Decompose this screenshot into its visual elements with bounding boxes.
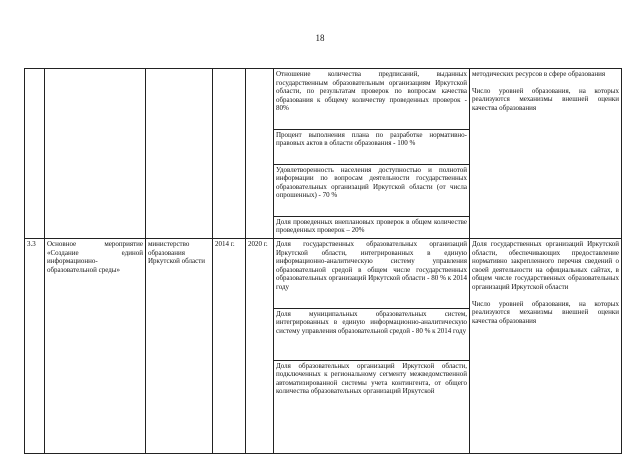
indicator-item: Доля проведенных внеплановых проверок в общем количестве проведенных проверок – 20%	[276, 217, 467, 235]
indicator-item: Доля муниципальных образовательных систем, интегрированных в единую информационно-аналитическую систему управления образовательной средой - 80 % к 2014 году	[274, 308, 469, 360]
result-item: Число уровней образования, на которых реализуются механизмы внешней оценки качества образования	[472, 299, 619, 325]
cell-start-empty	[213, 69, 246, 239]
cell-indicators	[274, 239, 470, 454]
cell-measure-empty	[45, 69, 146, 239]
cell-end-empty	[246, 69, 274, 239]
cell-executor: министерство образования Иркутской области	[146, 239, 213, 454]
page-number: 18	[315, 33, 325, 43]
cell-start: 2014 г.	[213, 239, 246, 454]
cell-end: 2020 г.	[246, 239, 274, 454]
cell-number: 3.3	[25, 239, 45, 454]
cell-indicators	[274, 69, 470, 239]
table-row-continued	[25, 69, 622, 239]
indicator-item: Отношение количества предписаний, выданных государственным образовательным организациям Иркутской области, по результатам проверок по вопросам качества образования к общему количеству проведенных проверок - 80%	[274, 69, 469, 129]
cell-results	[470, 69, 622, 239]
indicator-item: Доля образовательных организаций Иркутской области, подключенных к региональному сегменту межведомственной автоматизированной системы учета контингента, от общего количества образовательных организаций Иркутской	[276, 361, 467, 396]
indicator-item: Удовлетворенность населения доступностью и полнотой информации по вопросам деятельности государственных образовательных организаций Иркутской области (от числа опрошенных) - 70 %	[274, 164, 469, 216]
table-row-3-3	[25, 239, 622, 454]
program-table	[24, 68, 622, 454]
indicator-item: Процент выполнения плана по разработке нормативно-правовых актов в области образования - 100 %	[274, 129, 469, 164]
result-item: Доля государственных организаций Иркутской области, обеспечивающих предоставление нормативно закрепленного перечня сведений о своей деятельности на официальных сайтах, в общем числе государственных образовательных организаций Иркутской области	[472, 240, 619, 291]
cell-number-empty	[25, 69, 45, 239]
cell-measure: Основное мероприятие «Создание единой информационно-образовательной среды»	[45, 239, 146, 454]
cell-results	[470, 239, 622, 454]
indicator-item: Доля государственных образовательных организаций Иркутской области, интегрированных в единую информационно-аналитическую систему управления образовательной средой в общем числе государственных образовательных организаций Иркутской области - 80 % к 2014 году	[274, 239, 469, 308]
result-item: методических ресурсов в сфере образования	[472, 70, 606, 78]
result-item: Число уровней образования, на которых реализуются механизмы внешней оценки качества образования	[472, 86, 619, 112]
cell-executor-empty	[146, 69, 213, 239]
